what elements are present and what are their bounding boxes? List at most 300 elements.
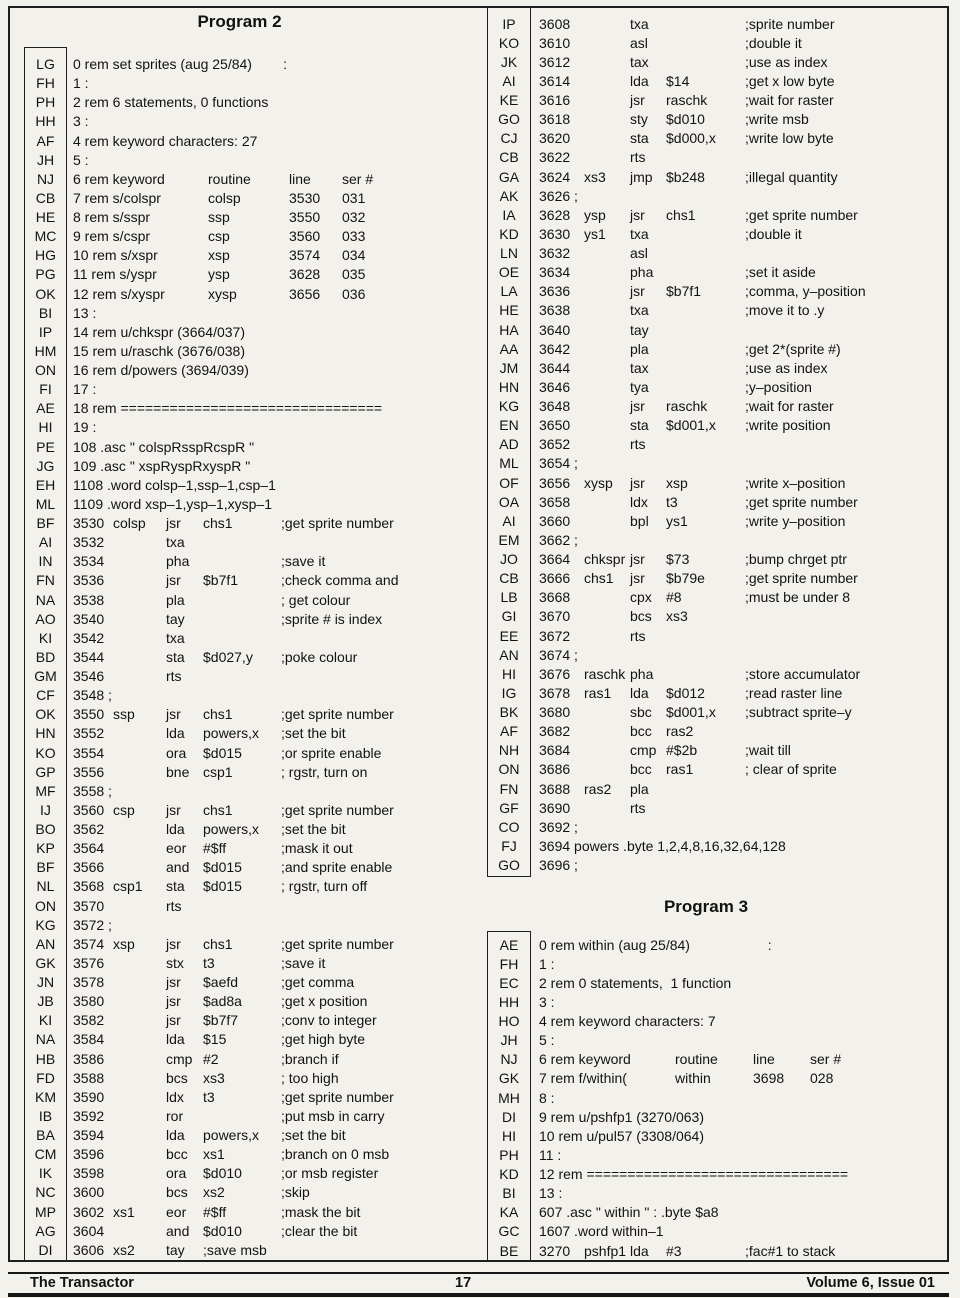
operand: raschk: [666, 92, 708, 108]
line-number: 3574: [73, 935, 105, 952]
comment: ;or sprite enable: [281, 744, 382, 761]
code-label: xs2: [113, 1241, 135, 1258]
operand: $d010: [666, 111, 705, 128]
routine-cell: xysp: [208, 285, 237, 302]
checksum-code: AD: [499, 436, 519, 453]
checksum-code: CB: [499, 149, 519, 166]
checksum-code: HI: [502, 1127, 516, 1144]
opcode: pha: [166, 553, 190, 570]
checksum-code: DI: [502, 1108, 516, 1125]
footer-page-number: 17: [455, 1275, 472, 1291]
code-line-text: 15 rem u/raschk (3676/038): [73, 342, 245, 359]
keyword-cell: 12 rem s/xyspr: [73, 285, 165, 302]
keyword-cell: 6 rem keyword: [73, 170, 165, 187]
operand: ys1: [666, 512, 688, 529]
checksum-code: AE: [36, 400, 55, 417]
checksum-code: AA: [499, 340, 519, 357]
checksum-code: AE: [499, 936, 519, 953]
operand: #3: [666, 1242, 682, 1259]
line-number: 3592: [73, 1107, 105, 1124]
comment: ;mask the bit: [281, 1203, 361, 1220]
listing-row: [0, 877, 960, 896]
operand: $73: [666, 551, 690, 567]
operand: $b248: [666, 168, 705, 185]
line-cell: 3698: [753, 1070, 785, 1087]
listing-row: [0, 856, 960, 875]
checksum-code: GO: [498, 111, 520, 128]
listing-row: [0, 684, 960, 703]
operand: chs1: [203, 706, 233, 723]
opcode: rts: [166, 897, 182, 914]
line-number: 3608: [539, 15, 571, 32]
listing-row: [0, 665, 960, 684]
checksum-code: FH: [36, 75, 55, 92]
listing-row: [0, 168, 960, 187]
operand: $d010: [203, 1165, 242, 1182]
listing-row: [0, 760, 960, 779]
checksum-code: GA: [498, 168, 520, 185]
listing-row: [0, 1203, 960, 1222]
comment: ;get sprite number: [281, 801, 394, 818]
opcode: sty: [630, 111, 648, 128]
comment: ;write low byte: [745, 130, 834, 147]
line-number: 3630: [539, 225, 571, 242]
checksum-code: FN: [36, 572, 55, 589]
line-number: 3644: [539, 359, 571, 376]
checksum-code: AN: [499, 646, 519, 663]
listing-row: [0, 397, 960, 416]
listing-row: [0, 916, 960, 935]
line-number: 3588: [73, 1069, 105, 1086]
routine-cell: colsp: [208, 189, 241, 206]
checksum-code: MF: [35, 782, 56, 799]
operand: $b7f1: [203, 572, 239, 589]
opcode: jsr: [166, 706, 181, 723]
line-number: 3598: [73, 1165, 105, 1182]
code-line-text: 3558 ;: [73, 782, 112, 799]
code-line-text: 3 :: [73, 113, 89, 130]
line-number: 3540: [73, 610, 105, 627]
line-number: 3646: [539, 378, 571, 395]
opcode: pha: [630, 264, 654, 281]
listing-row: [0, 359, 960, 378]
code-line-text: 108 .asc " colspRsspRcspR ": [73, 438, 255, 455]
line-number: 3606: [73, 1241, 105, 1258]
operand: $d001,x: [666, 417, 716, 434]
comment: ;y–position: [745, 378, 812, 395]
checksum-code: EH: [35, 476, 56, 493]
listing-row: [0, 1165, 960, 1184]
code-line-text: 14 rem u/chkspr (3664/037): [73, 323, 245, 340]
operand: #$ff: [203, 840, 227, 857]
operand: xs3: [666, 608, 688, 625]
checksum-code: BA: [36, 1127, 55, 1143]
opcode: jsr: [630, 92, 645, 108]
listing-row: [0, 818, 960, 837]
checksum-code: BF: [36, 515, 55, 531]
opcode: cpx: [630, 589, 652, 606]
checksum-code: AF: [36, 132, 55, 149]
checksum-code: ML: [499, 455, 519, 472]
opcode: rts: [630, 436, 646, 453]
listing-row: [0, 1089, 960, 1108]
routine-cell: within: [675, 1070, 711, 1087]
operand: xs2: [203, 1184, 225, 1201]
line-number: 3656: [539, 474, 571, 491]
line-number: 3620: [539, 130, 571, 147]
checksum-code: OF: [499, 474, 519, 491]
checksum-code: CM: [34, 1146, 57, 1163]
checksum-code: NH: [498, 742, 520, 759]
comment: ;wait for raster: [745, 398, 834, 414]
listing-row: [0, 340, 960, 359]
code-line-text: 8 :: [539, 1089, 555, 1106]
line-number: 3658: [539, 493, 571, 510]
code-label: csp: [113, 801, 135, 818]
line-number: 3668: [539, 589, 571, 606]
comment: ;get sprite number: [281, 1088, 394, 1105]
opcode: lda: [166, 1127, 185, 1143]
checksum-code: HE: [499, 302, 519, 319]
checksum-code: BE: [499, 1242, 519, 1259]
listing-row: [0, 91, 960, 110]
comment: ;subtract sprite–y: [745, 704, 852, 720]
code-line-text: 1 :: [73, 75, 89, 92]
line-number: 3536: [73, 572, 105, 589]
code-label: xsp: [113, 935, 135, 952]
comment: ;wait for raster: [745, 92, 834, 108]
checksum-code: HM: [34, 342, 57, 359]
listing-row: [0, 1012, 960, 1031]
comment: ;poke colour: [281, 648, 358, 665]
operand: $d027,y: [203, 648, 253, 665]
opcode: asl: [630, 245, 648, 261]
line-number: 3576: [73, 954, 105, 971]
operand: ras1: [666, 761, 694, 778]
opcode: bcc: [630, 761, 652, 778]
serial-cell: 033: [342, 228, 366, 245]
keyword-cell: 8 rem s/sspr: [73, 209, 151, 225]
checksum-code: NJ: [36, 170, 55, 187]
checksum-code: AF: [500, 723, 518, 740]
line-number: 3622: [539, 149, 571, 166]
operand: ras2: [666, 723, 694, 740]
code-line-text: 1108 .word colsp–1,ssp–1,csp–1: [73, 476, 276, 493]
checksum-code: KO: [35, 744, 56, 761]
checksum-code: CJ: [500, 130, 518, 147]
opcode: lda: [166, 1031, 185, 1048]
opcode: jsr: [166, 974, 181, 990]
line-cell: 3530: [289, 189, 321, 206]
serial-cell: ser #: [342, 170, 374, 187]
opcode: jsr: [166, 1012, 181, 1029]
opcode: lda: [630, 1242, 649, 1259]
opcode: pha: [630, 665, 654, 682]
checksum-code: AI: [502, 72, 516, 89]
code-line-text: 12 rem ================================: [539, 1166, 849, 1182]
operand: chs1: [203, 935, 233, 952]
checksum-code: JH: [36, 151, 55, 168]
line-number: 3688: [539, 780, 571, 797]
checksum-code: DI: [38, 1241, 53, 1258]
operand: $b7f7: [203, 1012, 239, 1029]
checksum-code: NC: [35, 1184, 56, 1201]
serial-cell: 031: [342, 189, 366, 206]
code-line-text: 3654 ;: [539, 455, 578, 472]
checksum-code: KD: [499, 225, 519, 242]
line-number: 3590: [73, 1088, 105, 1105]
line-number: 3650: [539, 417, 571, 434]
comment: ;check comma and: [281, 572, 399, 589]
line-number: 3632: [539, 245, 571, 261]
comment: ;write x–position: [745, 474, 846, 491]
listing-row: [0, 416, 960, 435]
comment: ;save it: [281, 954, 326, 971]
checksum-code: JO: [500, 551, 518, 567]
listing-row: [0, 550, 960, 569]
listing-row: [0, 1242, 960, 1261]
operand: xs1: [203, 1146, 225, 1163]
checksum-code: CF: [36, 687, 55, 704]
line-number: 3642: [539, 340, 571, 357]
listing-row: [0, 15, 960, 34]
code-label: chkspr: [584, 551, 626, 567]
comment: ;use as index: [745, 359, 828, 376]
checksum-code: AO: [35, 610, 56, 627]
code-line-text: 16 rem d/powers (3694/039): [73, 362, 249, 378]
checksum-code: LA: [500, 283, 518, 300]
code-label: raschk: [584, 665, 626, 682]
comment: ;put msb in carry: [281, 1107, 385, 1124]
serial-cell: ser #: [810, 1051, 842, 1068]
checksum-code: FH: [499, 955, 519, 972]
checksum-code: GC: [498, 1223, 520, 1240]
comment: ;branch if: [281, 1050, 339, 1067]
checksum-code: JN: [36, 974, 55, 990]
checksum-code: HO: [498, 1013, 520, 1029]
comment: ;wait till: [745, 742, 791, 759]
line-number: 3664: [539, 551, 571, 567]
line-number: 3680: [539, 704, 571, 720]
listing-row: [0, 263, 960, 282]
line-number: 3686: [539, 761, 571, 778]
line-number: 3660: [539, 512, 571, 529]
opcode: stx: [166, 954, 184, 971]
code-label: xs1: [113, 1203, 135, 1220]
opcode: tax: [630, 53, 649, 70]
listing-row: [0, 837, 960, 856]
operand: xs3: [203, 1069, 225, 1086]
code-label: ras1: [584, 684, 612, 701]
opcode: jsr: [630, 206, 645, 223]
code-line-text: 2 rem 0 statements, 1 function: [539, 974, 732, 991]
code-label: ssp: [113, 706, 135, 723]
listing-row: [0, 225, 960, 244]
listing-row: [0, 1184, 960, 1203]
checksum-code: OK: [35, 706, 56, 723]
line-number: 3568: [73, 878, 105, 895]
listing-row: [0, 187, 960, 206]
operand: #2: [203, 1050, 219, 1067]
opcode: sta: [166, 878, 185, 895]
comment: ;set the bit: [281, 1127, 346, 1143]
opcode: jsr: [630, 474, 645, 491]
listing-row: [0, 588, 960, 607]
opcode: bpl: [630, 512, 649, 529]
opcode: rts: [630, 799, 646, 816]
code-line-text: 17 :: [73, 381, 97, 398]
operand: csp1: [203, 763, 233, 780]
program-2-listing-right-column: [0, 15, 960, 876]
comment: ;set the bit: [281, 821, 346, 837]
line-number: 3544: [73, 648, 105, 665]
routine-cell: ysp: [208, 266, 230, 283]
line-number: 3604: [73, 1222, 105, 1239]
checksum-code: OA: [498, 493, 520, 510]
checksum-code: LG: [36, 56, 55, 72]
checksum-code: NA: [35, 591, 56, 608]
line-number: 3578: [73, 974, 105, 990]
checksum-code: LB: [500, 589, 518, 606]
line-number: 3556: [73, 763, 105, 780]
line-number: 3538: [73, 591, 105, 608]
operand: $d015: [203, 744, 242, 761]
opcode: rts: [630, 627, 646, 644]
code-line-text: 3694 powers .byte 1,2,4,8,16,32,64,128: [539, 837, 786, 854]
listing-row: [0, 34, 960, 53]
opcode: asl: [630, 34, 648, 51]
line-number: 3636: [539, 283, 571, 300]
code-line-text: 5 :: [539, 1032, 555, 1049]
line-number: 3546: [73, 668, 105, 684]
code-line-text: 0 rem set sprites (aug 25/84) :: [73, 56, 287, 72]
comment: ;read raster line: [745, 684, 843, 701]
checksum-code: JH: [500, 1032, 518, 1049]
checksum-code: GI: [501, 608, 517, 625]
operand: powers,x: [203, 821, 260, 837]
code-label: ras2: [584, 780, 612, 797]
opcode: jsr: [630, 551, 645, 567]
line-number: 3640: [539, 321, 571, 338]
listing-row: [0, 646, 960, 665]
comment: ;save it: [281, 553, 326, 570]
line-cell: line: [753, 1051, 775, 1068]
line-number: 3584: [73, 1031, 105, 1048]
checksum-code: GF: [499, 799, 519, 816]
listing-row: [0, 569, 960, 588]
checksum-code: NA: [35, 1031, 56, 1048]
listing-row: [0, 936, 960, 955]
checksum-code: FI: [39, 381, 52, 398]
checksum-code: GM: [34, 668, 57, 684]
line-number: 3570: [73, 897, 105, 914]
routine-cell: routine: [675, 1051, 718, 1068]
comment: ;use as index: [745, 53, 828, 70]
checksum-code: IN: [38, 553, 53, 570]
code-line-text: 0 rem within (aug 25/84) :: [539, 936, 772, 953]
operand: $d015: [203, 878, 242, 895]
operand: powers,x: [203, 725, 260, 742]
opcode: pla: [630, 780, 649, 797]
comment: ;or msb register: [281, 1165, 379, 1182]
code-label: csp1: [113, 878, 143, 895]
opcode: tax: [630, 359, 649, 376]
listing-row: [0, 780, 960, 799]
operand: #$ff: [203, 1203, 227, 1220]
code-label: xs3: [584, 168, 606, 185]
serial-cell: 032: [342, 209, 366, 225]
checksum-code: KG: [35, 916, 56, 933]
checksum-code: MC: [34, 228, 57, 245]
listing-row: [0, 129, 960, 148]
line-number: 3532: [73, 534, 105, 551]
line-number: 3678: [539, 684, 571, 701]
operand: ;save msb: [203, 1241, 267, 1258]
comment: ;clear the bit: [281, 1222, 358, 1239]
line-number: 3550: [73, 706, 105, 723]
line-number: 3560: [73, 801, 105, 818]
keyword-cell: 7 rem f/within(: [539, 1070, 627, 1087]
code-line-text: 109 .asc " xspRyspRxyspR ": [73, 457, 251, 474]
line-number: 3672: [539, 627, 571, 644]
opcode: cmp: [166, 1050, 193, 1067]
checksum-code: LN: [500, 245, 518, 261]
listing-row: [0, 53, 960, 72]
opcode: txa: [166, 629, 185, 646]
keyword-cell: 11 rem s/yspr: [73, 266, 157, 283]
line-number: 3270: [539, 1242, 571, 1259]
opcode: txa: [630, 225, 649, 242]
code-line-text: 10 rem u/pul57 (3308/064): [539, 1127, 704, 1144]
opcode: lda: [166, 821, 185, 837]
comment: ; get colour: [281, 591, 351, 608]
opcode: sbc: [630, 704, 652, 720]
opcode: bcs: [166, 1184, 188, 1201]
listing-row: [0, 282, 960, 301]
checksum-code: PG: [35, 266, 56, 283]
code-line-text: 1607 .word within–1: [539, 1223, 664, 1240]
line-number: 3614: [539, 72, 571, 89]
checksum-code: HH: [35, 113, 56, 130]
footer-journal-name: The Transactor: [30, 1275, 134, 1291]
comment: ;get 2*(sprite #): [745, 340, 841, 357]
line-number: 3676: [539, 665, 571, 682]
opcode: tya: [630, 378, 649, 395]
comment: ;move it to .y: [745, 302, 825, 319]
footer-volume-issue: Volume 6, Issue 01: [806, 1275, 935, 1291]
checksum-code: MH: [498, 1089, 520, 1106]
comment: ;write y–position: [745, 512, 846, 529]
line-cell: 3656: [289, 285, 321, 302]
code-line-text: 2 rem 6 statements, 0 functions: [73, 94, 269, 111]
code-line-text: 607 .asc " within " : .byte $a8: [539, 1204, 719, 1221]
code-line-text: 3674 ;: [539, 646, 578, 663]
comment: ;and sprite enable: [281, 859, 393, 876]
opcode: rts: [166, 668, 182, 684]
opcode: bne: [166, 763, 190, 780]
checksum-code: JG: [36, 457, 55, 474]
code-label: chs1: [584, 570, 614, 587]
operand: $d012: [666, 684, 705, 701]
comment: ;skip: [281, 1184, 310, 1201]
checksum-code: GK: [35, 954, 56, 971]
line-number: 3534: [73, 553, 105, 570]
operand: t3: [203, 1088, 215, 1105]
line-cell: 3560: [289, 228, 321, 245]
checksum-code: AI: [38, 534, 53, 551]
operand: $ad8a: [203, 993, 242, 1010]
checksum-code: PE: [36, 438, 55, 455]
